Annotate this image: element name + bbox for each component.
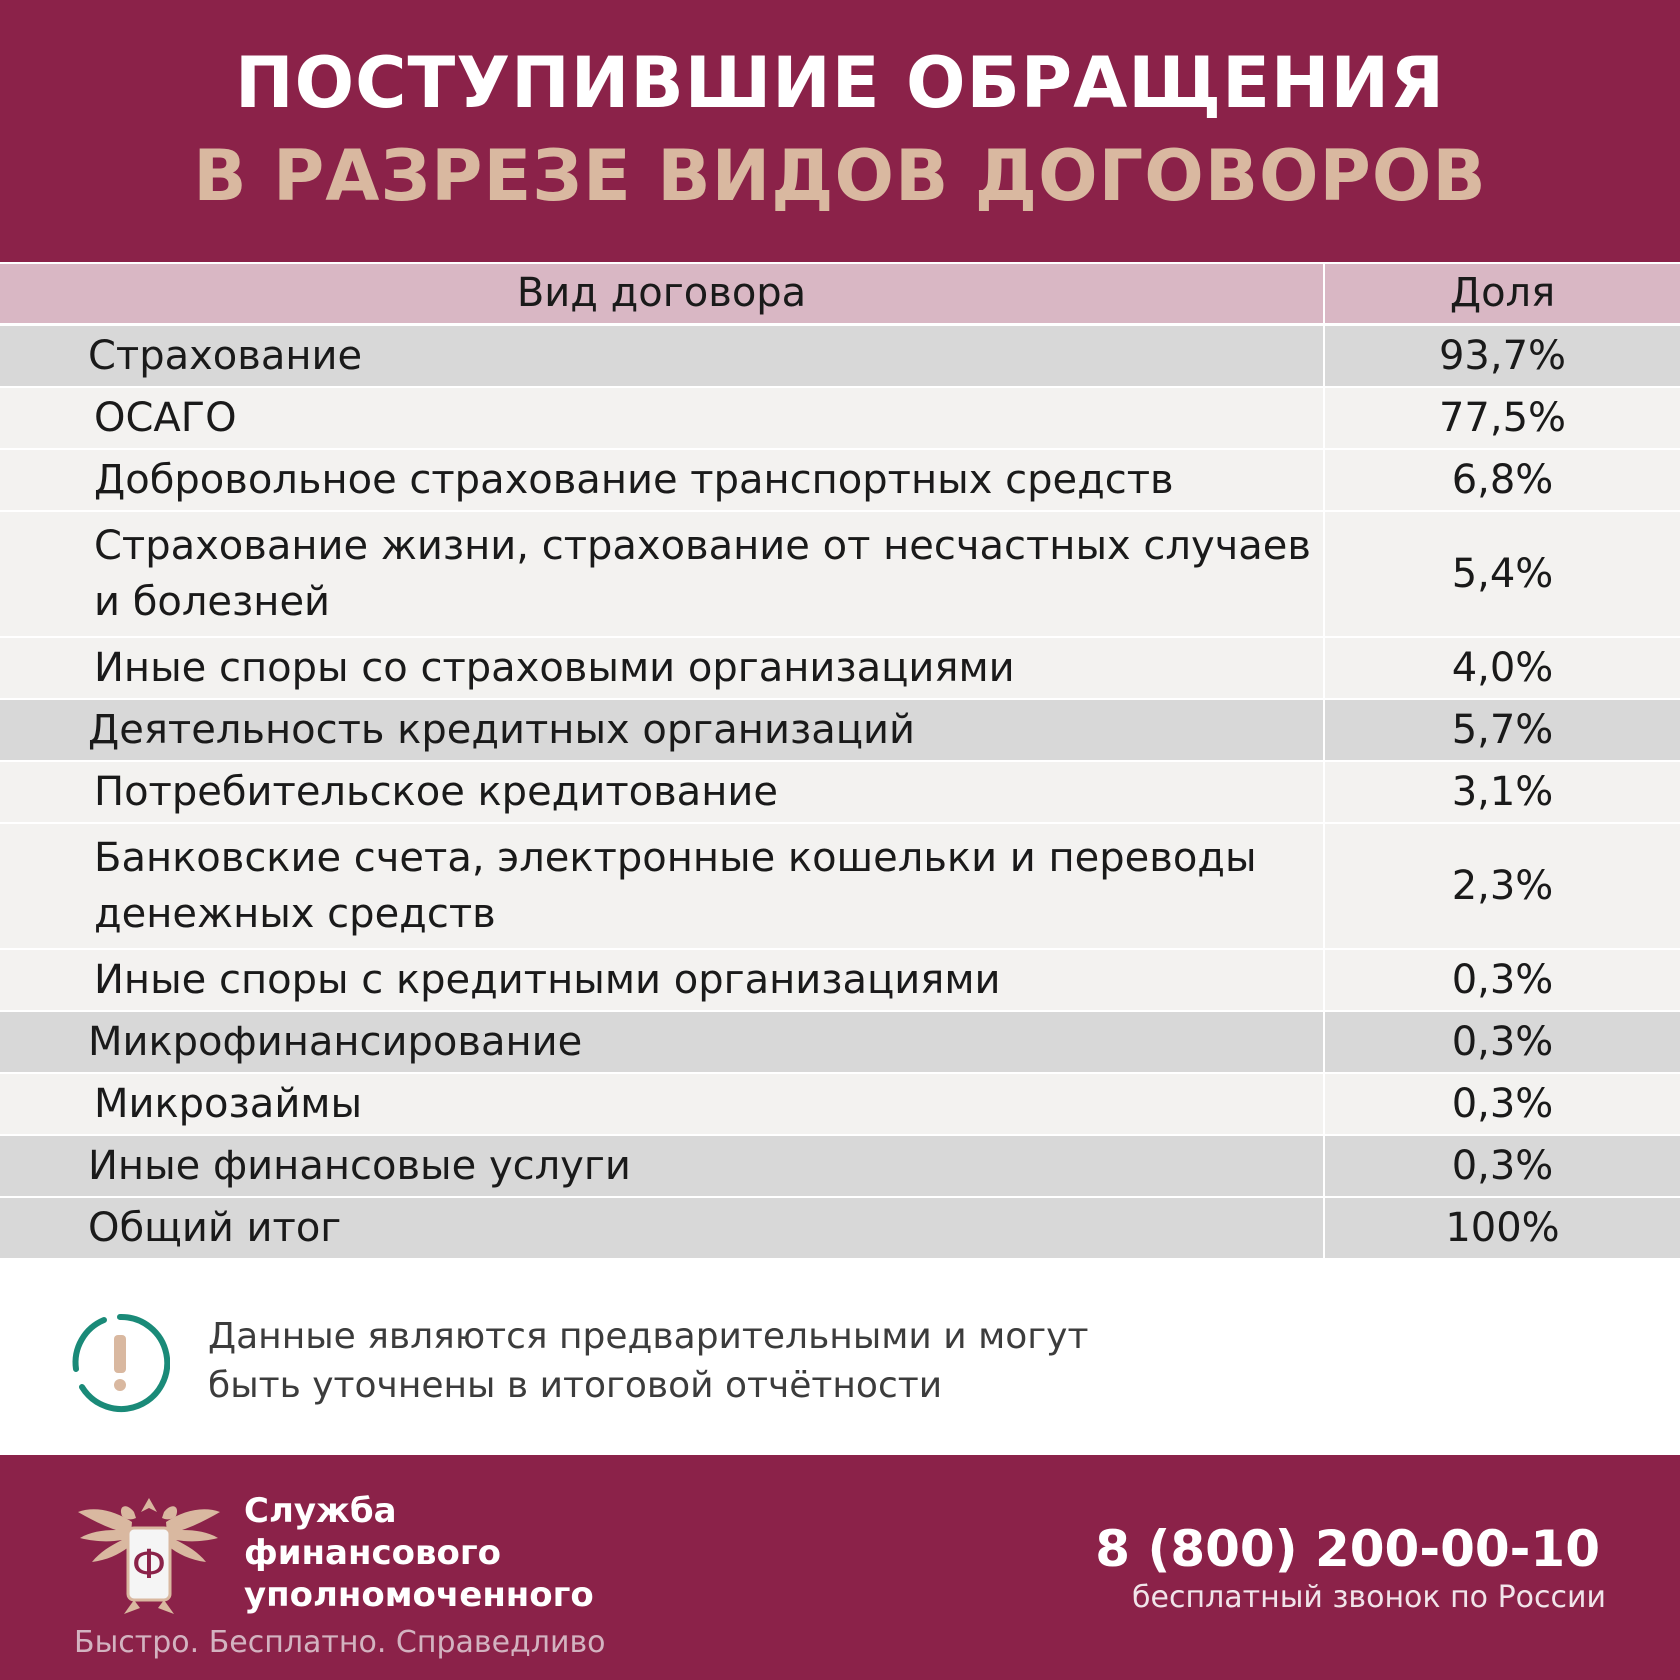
table-row <box>0 1074 1680 1136</box>
slogan: Быстро. Бесплатно. Справедливо <box>74 1625 606 1660</box>
disclaimer-line: Данные являются предварительными и могут <box>208 1316 1089 1357</box>
org-name-line: уполномоченного <box>244 1575 594 1615</box>
table-row <box>0 512 1680 638</box>
row-value: 100% <box>1445 1205 1560 1251</box>
table-row-total <box>0 1198 1680 1260</box>
org-name-line: финансового <box>244 1533 501 1573</box>
row-value: 2,3% <box>1451 863 1554 909</box>
disclaimer-text <box>208 1312 1088 1410</box>
table-row <box>0 450 1680 512</box>
row-value: 0,3% <box>1451 1081 1554 1127</box>
row-label: Иные споры с кредитными организациями <box>0 950 1325 1010</box>
row-value: 0,3% <box>1451 1019 1554 1065</box>
exclamation-circle-icon <box>70 1313 170 1413</box>
table-row <box>0 700 1680 762</box>
table-row <box>0 326 1680 388</box>
row-value: 4,0% <box>1451 645 1554 691</box>
table-row <box>0 638 1680 700</box>
row-label: Банковские счета, электронные кошельки и переводы денежных средств <box>0 824 1325 948</box>
table-row <box>0 762 1680 824</box>
hotline-note: бесплатный звонок по России <box>1132 1580 1606 1615</box>
table-row <box>0 824 1680 950</box>
row-value: 6,8% <box>1451 457 1554 503</box>
row-label: Микрофинансирование <box>0 1012 1325 1072</box>
row-label: Деятельность кредитных организаций <box>0 700 1325 760</box>
disclaimer-line: быть уточнены в итоговой отчётности <box>208 1365 943 1406</box>
row-value: 0,3% <box>1451 957 1554 1003</box>
organization-name <box>244 1490 594 1616</box>
eagle-emblem-icon <box>74 1490 224 1620</box>
row-value: 5,4% <box>1451 551 1554 597</box>
table-row <box>0 950 1680 1012</box>
row-label: Микрозаймы <box>0 1074 1325 1134</box>
page-subtitle: В РАЗРЕЗЕ ВИДОВ ДОГОВОРОВ <box>193 135 1487 217</box>
row-value: 77,5% <box>1438 395 1567 441</box>
row-value: 5,7% <box>1451 707 1554 753</box>
svg-text:Ф: Ф <box>131 1542 167 1588</box>
column-header-share: Доля <box>1449 270 1556 316</box>
row-value: 3,1% <box>1451 769 1554 815</box>
hotline-phone[interactable]: 8 (800) 200-00-10 <box>1095 1520 1600 1578</box>
table-row <box>0 388 1680 450</box>
page-title: ПОСТУПИВШИЕ ОБРАЩЕНИЯ <box>235 42 1445 124</box>
org-name-line: Служба <box>244 1491 397 1531</box>
row-label: ОСАГО <box>0 388 1325 448</box>
row-label: Страхование <box>0 326 1325 386</box>
row-label: Добровольное страхование транспортных средств <box>0 450 1325 510</box>
table-row <box>0 1136 1680 1198</box>
row-label: Иные споры со страховыми организациями <box>0 638 1325 698</box>
row-value: 0,3% <box>1451 1143 1554 1189</box>
column-header-type: Вид договора <box>0 264 1325 323</box>
table-header <box>0 262 1680 326</box>
header-banner <box>0 0 1680 262</box>
table-row <box>0 1012 1680 1074</box>
contracts-table <box>0 262 1680 1260</box>
row-label: Страхование жизни, страхование от несчастных случаев и болезней <box>0 512 1325 636</box>
row-label: Потребительское кредитование <box>0 762 1325 822</box>
row-label: Иные финансовые услуги <box>0 1136 1325 1196</box>
row-label: Общий итог <box>0 1198 1325 1258</box>
row-value: 93,7% <box>1438 333 1567 379</box>
